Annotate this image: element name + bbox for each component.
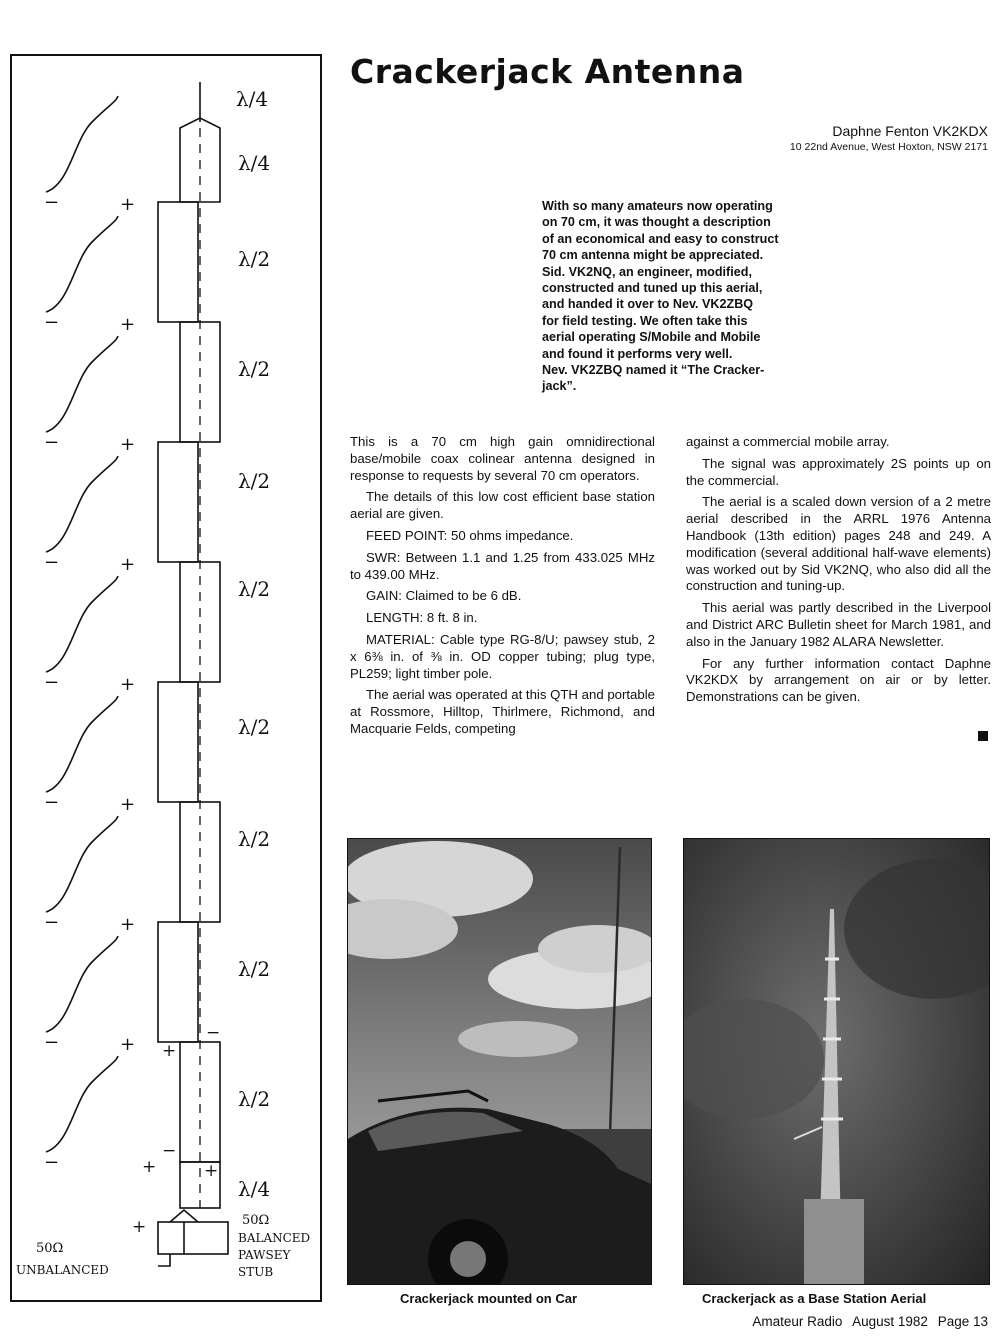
half-wave-section bbox=[158, 922, 198, 1042]
photo-caption-left: Crackerjack mounted on Car bbox=[400, 1291, 578, 1306]
polarity-plus-label: + bbox=[120, 434, 136, 455]
intro-line: jack”. bbox=[542, 379, 577, 394]
article-title: Crackerjack Antenna bbox=[350, 52, 745, 91]
body-paragraph: MATERIAL: Cable type RG-8/U; pawsey stub, 2 x 6⅜ in. of ⅜ in. OD copper tubing; plug type, PL259; light timber pole. bbox=[350, 631, 655, 681]
polarity-plus-label: + bbox=[142, 1157, 157, 1177]
polarity-minus-label: − bbox=[44, 1032, 60, 1053]
unbalanced-feed-line bbox=[158, 1254, 170, 1266]
polarity-plus-label: + bbox=[132, 1217, 147, 1237]
feed-junction bbox=[170, 1210, 198, 1222]
wavelength-label: λ/2 bbox=[238, 827, 271, 851]
publication-name: Amateur Radio bbox=[752, 1314, 843, 1329]
polarity-minus-label: − bbox=[44, 432, 60, 453]
polarity-minus-label: − bbox=[44, 1152, 60, 1173]
antenna-diagram bbox=[10, 54, 322, 1302]
body-column-right bbox=[686, 434, 991, 711]
polarity-minus-label: − bbox=[44, 312, 60, 333]
body-paragraph: FEED POINT: 50 ohms impedance. bbox=[366, 527, 574, 543]
antenna-diagram-drawing bbox=[12, 56, 320, 1300]
half-wave-section bbox=[158, 682, 198, 802]
issue-date: August 1982 bbox=[852, 1314, 928, 1329]
wavelength-label: λ/2 bbox=[238, 357, 271, 381]
standing-wave-curve bbox=[46, 216, 118, 312]
polarity-plus-label: + bbox=[120, 1034, 136, 1055]
intro-line: Nev. VK2ZBQ named it “The Cracker- bbox=[542, 363, 765, 378]
wavelength-label: λ/2 bbox=[238, 1087, 271, 1111]
standing-wave-curve bbox=[46, 336, 118, 432]
body-paragraph: For any further information contact Daphne VK2KDX by arrangement on air or by letter. Demonstrations can be given. bbox=[686, 655, 991, 705]
polarity-minus-label: − bbox=[44, 672, 60, 693]
wavelength-label: λ/2 bbox=[238, 715, 271, 739]
intro-line: of an economical and easy to construct bbox=[542, 231, 779, 246]
stub-label: STUB bbox=[238, 1265, 274, 1279]
standing-wave-curve bbox=[46, 696, 118, 792]
intro-line: Sid. VK2NQ, an engineer, modified, bbox=[542, 264, 752, 279]
polarity-minus-label: − bbox=[44, 192, 60, 213]
polarity-plus-label: + bbox=[120, 314, 136, 335]
page-number: Page 13 bbox=[937, 1314, 988, 1329]
body-paragraph: SWR: Between 1.1 and 1.25 from 433.025 MHz to 439.00 MHz. bbox=[350, 549, 655, 582]
polarity-minus-label: − bbox=[44, 552, 60, 573]
polarity-minus-label: − bbox=[44, 912, 60, 933]
author-address: 10 22nd Avenue, West Hoxton, NSW 2171 bbox=[789, 141, 988, 153]
polarity-plus-label: + bbox=[120, 674, 136, 695]
intro-line: and found it performs very well. bbox=[542, 346, 733, 361]
standing-wave-curve bbox=[46, 576, 118, 672]
page-footer bbox=[752, 1314, 988, 1329]
body-paragraph: GAIN: Claimed to be 6 dB. bbox=[366, 588, 522, 604]
polarity-plus-label: + bbox=[162, 1041, 177, 1061]
intro-line: for field testing. We often take this bbox=[542, 313, 748, 328]
balanced-impedance-label: 50Ω bbox=[242, 1213, 270, 1228]
polarity-plus-label: + bbox=[120, 194, 136, 215]
intro-line: constructed and tuned up this aerial, bbox=[542, 281, 763, 296]
wavelength-label: λ/4 bbox=[238, 1177, 271, 1201]
end-of-article-mark bbox=[978, 731, 988, 741]
body-paragraph: The aerial is a scaled down version of a 2 metre aerial described in the ARRL 1976 Antenna Handbook (13th edition) pages 248 and 249. A modification (several additional half-wave elements) was worked out by Sid VK2NQ, who also did all the construction and tuning-up. bbox=[686, 494, 991, 594]
intro-paragraph bbox=[542, 198, 830, 395]
wavelength-label: λ/4 bbox=[238, 151, 271, 175]
polarity-plus-label: + bbox=[120, 554, 136, 575]
half-wave-section bbox=[158, 442, 198, 562]
standing-wave-curve bbox=[46, 936, 118, 1032]
photo-base-station bbox=[683, 838, 990, 1285]
standing-wave-curve bbox=[46, 456, 118, 552]
wavelength-label: λ/2 bbox=[238, 957, 271, 981]
polarity-minus-label: − bbox=[44, 792, 60, 813]
body-paragraph: The aerial was operated at this QTH and portable at Rossmore, Hilltop, Thirlmere, Richmond, and Macquarie Felds, competing bbox=[350, 687, 655, 736]
pawsey-stub-box bbox=[158, 1222, 228, 1254]
body-column-left bbox=[350, 434, 655, 743]
polarity-minus-label: − bbox=[162, 1141, 177, 1161]
intro-line: on 70 cm, it was thought a description bbox=[542, 215, 771, 230]
wavelength-label: λ/2 bbox=[238, 247, 271, 271]
half-wave-section bbox=[158, 202, 198, 322]
photo-car-mount bbox=[347, 838, 652, 1285]
polarity-plus-label: + bbox=[120, 914, 136, 935]
intro-line: aerial operating S/Mobile and Mobile bbox=[542, 330, 761, 345]
body-paragraph: against a commercial mobile array. bbox=[686, 434, 890, 449]
standing-wave-curve bbox=[46, 96, 118, 192]
standing-wave-curve bbox=[46, 816, 118, 912]
standing-wave-curve bbox=[46, 1056, 118, 1152]
wavelength-label: λ/2 bbox=[238, 469, 271, 493]
body-paragraph: This aerial was partly described in the Liverpool and District ARC Bulletin sheet for March 1981, and also in the January 1982 ALARA Newsletter. bbox=[686, 600, 991, 649]
pawsey-label: PAWSEY bbox=[238, 1248, 291, 1262]
wavelength-label: λ/4 bbox=[236, 87, 269, 111]
intro-line: 70 cm antenna might be appreciated. bbox=[542, 248, 764, 263]
byline bbox=[790, 123, 988, 153]
photo-caption-right: Crackerjack as a Base Station Aerial bbox=[702, 1291, 927, 1306]
body-paragraph: LENGTH: 8 ft. 8 in. bbox=[366, 610, 478, 626]
body-paragraph: This is a 70 cm high gain omnidirectional base/mobile coax colinear antenna designed in response to requests by several 70 cm operators. bbox=[350, 434, 655, 483]
polarity-minus-label: − bbox=[206, 1023, 221, 1043]
unbalanced-label: UNBALANCED bbox=[16, 1263, 109, 1277]
author-name: Daphne Fenton VK2KDX bbox=[832, 123, 988, 139]
balanced-label: BALANCED bbox=[238, 1231, 311, 1245]
unbalanced-impedance-label: 50Ω bbox=[36, 1241, 64, 1256]
body-paragraph: The signal was approximately 2S points up on the commercial. bbox=[686, 455, 991, 488]
wavelength-label: λ/2 bbox=[238, 577, 271, 601]
polarity-plus-label: + bbox=[120, 794, 136, 815]
polarity-plus-label: + bbox=[204, 1161, 219, 1181]
body-paragraph: The details of this low cost efficient base station aerial are given. bbox=[350, 489, 655, 522]
intro-line: With so many amateurs now operating bbox=[542, 199, 773, 213]
intro-line: and handed it over to Nev. VK2ZBQ bbox=[542, 297, 754, 312]
